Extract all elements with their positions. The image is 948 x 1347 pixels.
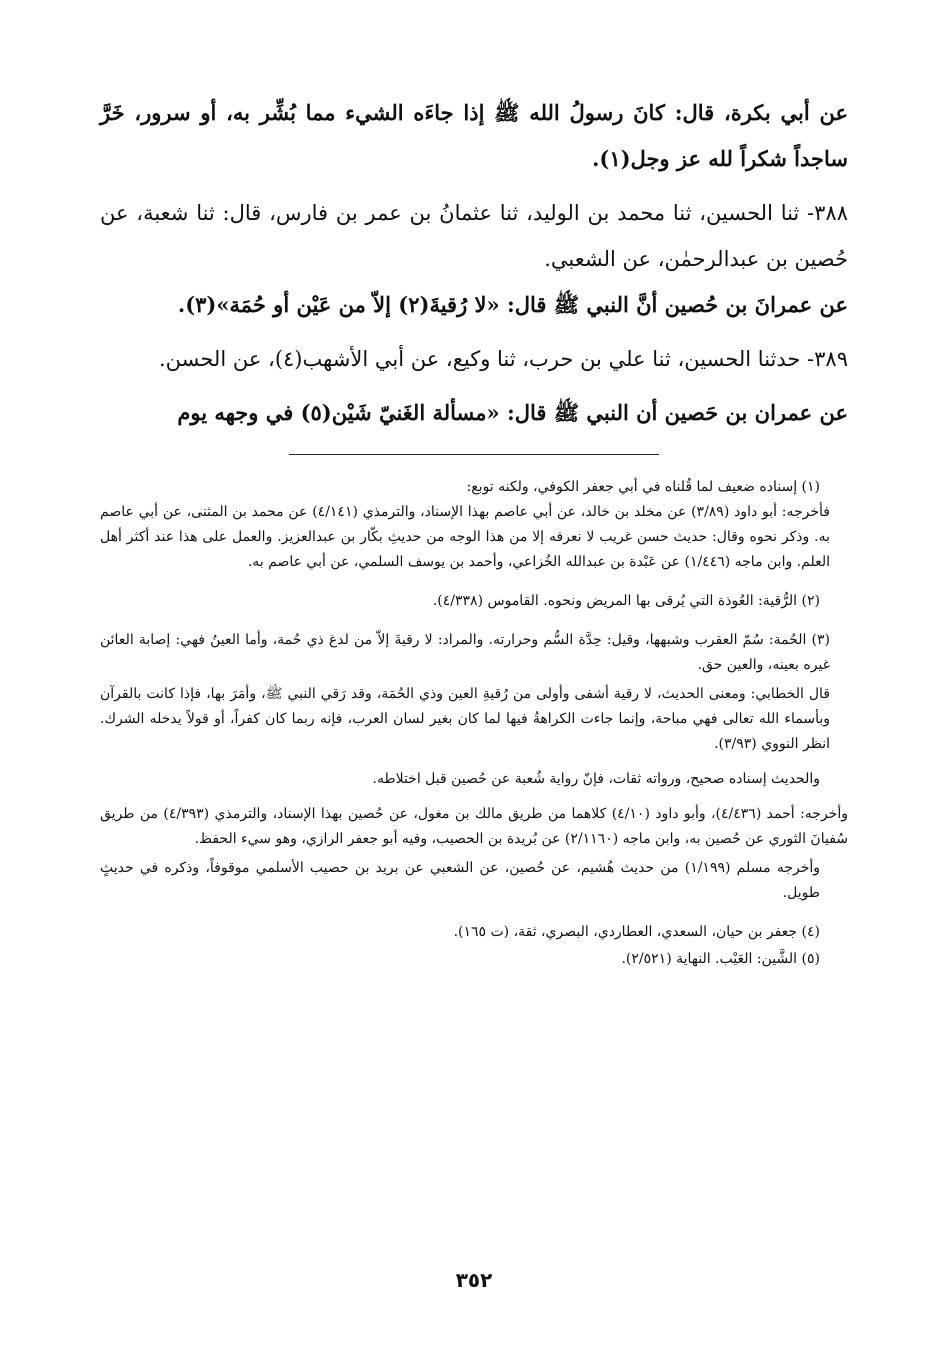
page-number: ٣٥٢ <box>455 1268 493 1292</box>
main-text <box>100 90 848 436</box>
footnote-4-line-1: (٤) جعفر بن حيان، السعدي، العطاردي، البصري، ثقة، (ت ١٦٥). <box>453 924 820 940</box>
footnote-1-line-1: (١) إسناده ضعيف لما قُلناه في أبي جعفر الكوفي، ولكنه توبع: <box>466 479 820 495</box>
footnote-5 <box>100 947 848 972</box>
footnote-5-line-1: (٥) الشَّين: العَيْب. النهاية (٢/٥٢١). <box>621 951 820 967</box>
main-paragraph-5: عن عمران بن حَصين أن النبي ﷺ قال: «مسألة الغَنيّ شَيْن(٥) في وجهه يوم <box>177 400 848 425</box>
main-paragraph-1: عن أبي بكرة، قال: كانَ رسولُ الله ﷺ إذا جاءَه الشيء مما بُشِّر به، أو سرور، خَرَّ ساجداً شكراً لله عز وجل(١). <box>100 100 848 171</box>
footnote-1 <box>100 475 848 575</box>
footnote-3-line-1: (٣) الحُمة: سُمّ العقرب وشبهها، وقيل: حِدَّة السُّم وحرارته. والمراد: لا رقيةَ إلاّ من لدغ ذي حُمة، وأما العينُ فهي: إصابة العائن غيره بعينه، والعين حق. <box>100 632 830 673</box>
footnote-3-line-3: والحديث إسناده صحيح، ورواته ثقات، فإنّ رواية شُعبة عن حُصين قبل اختلاطه. <box>372 771 820 787</box>
footnotes <box>100 475 848 972</box>
footnote-divider <box>289 454 659 455</box>
footnote-2 <box>100 589 848 614</box>
footnote-3-line-2: قال الخطابي: ومعنى الحديث، لا رقية أشفى وأولى من رُقيةِ العين وذي الحُمَة، وقد رَقي النبي ﷺ، وأمَرَ بها، فإذا كانت بالقرآن وبأسماء الله تعالى فهي مباحة، وإنما جاءت الكراهةُ فيها لما كان بغير لسان العرب، فإنه ربما كان كفراً، أو قولاً يدخله الشرك. انظر النووي (٣/٩٣). <box>100 686 830 752</box>
main-paragraph-2: ٣٨٨- ثنا الحسين، ثنا محمد بن الوليد، ثنا عثمانُ بن عمر بن فارس، قال: ثنا شعبة، عن حُصين بن عبدالرحمٰن، عن الشعبي. <box>100 201 848 271</box>
footnote-1-line-2: فأخرجه: أبو داود (٣/٨٩) عن مخلد بن خالد، عن أبي عاصم بهذا الإسناد، والترمذي (٤/١٤١) عن محمد بن المثنى، عن أبي عاصم به. وذكر نحوه وقال: حديث حسن غريب لا نعرفه إلا من هذا الوجه من حديثِ بكّار بن عبدالعزيز. والعمل على هذا عند أكثر أهل العلم. وابن ماجه (١/٤٤٦) عن عَبْدة بن عبدالله الخُزاعي، وأحمد بن يوسف السلمي، عن أبي عاصم به. <box>100 504 830 570</box>
footnote-3-line-4: وأخرجه: أحمد (٤/٤٣٦)، وأبو داود (٤/١٠) كلاهما من طريق مالك بن مغول، عن حُصين بهذا الإسناد، والترمذي (٤/٣٩٣) من طريق سُفيانَ الثوري عن حُصين به، وابن ماجه (٢/١١٦٠) عن بُريدة بن الحصيب، وفيه أبو جعفر الرازي، وهو سيء الحفظ. <box>100 806 848 847</box>
footnote-3 <box>100 628 848 906</box>
footnote-4 <box>100 920 848 945</box>
main-paragraph-3: عن عمرانَ بن حُصين أنَّ النبي ﷺ قال: «لا رُقيةَ(٢) إلاّ من عَيْن أو حُمَة»(٣). <box>177 292 848 317</box>
footnote-2-line-1: (٢) الرُّقية: العُوذة التي يُرقى بها المريض ونحوه. القاموس (٤/٣٣٨). <box>432 593 820 609</box>
footnote-3-line-5: وأخرجه مسلم (١/١٩٩) من حديث هُشيم، عن حُصين، عن الشعبي عن بريد بن حصيب الأسلمي موقوفاً، وذكره في حديثٍ طويل. <box>100 860 821 901</box>
page-content <box>100 90 848 1327</box>
main-paragraph-4: ٣٨٩- حدثنا الحسين، ثنا علي بن حرب، ثنا وكيع، عن أبي الأشهب(٤)، عن الحسن. <box>158 347 848 371</box>
